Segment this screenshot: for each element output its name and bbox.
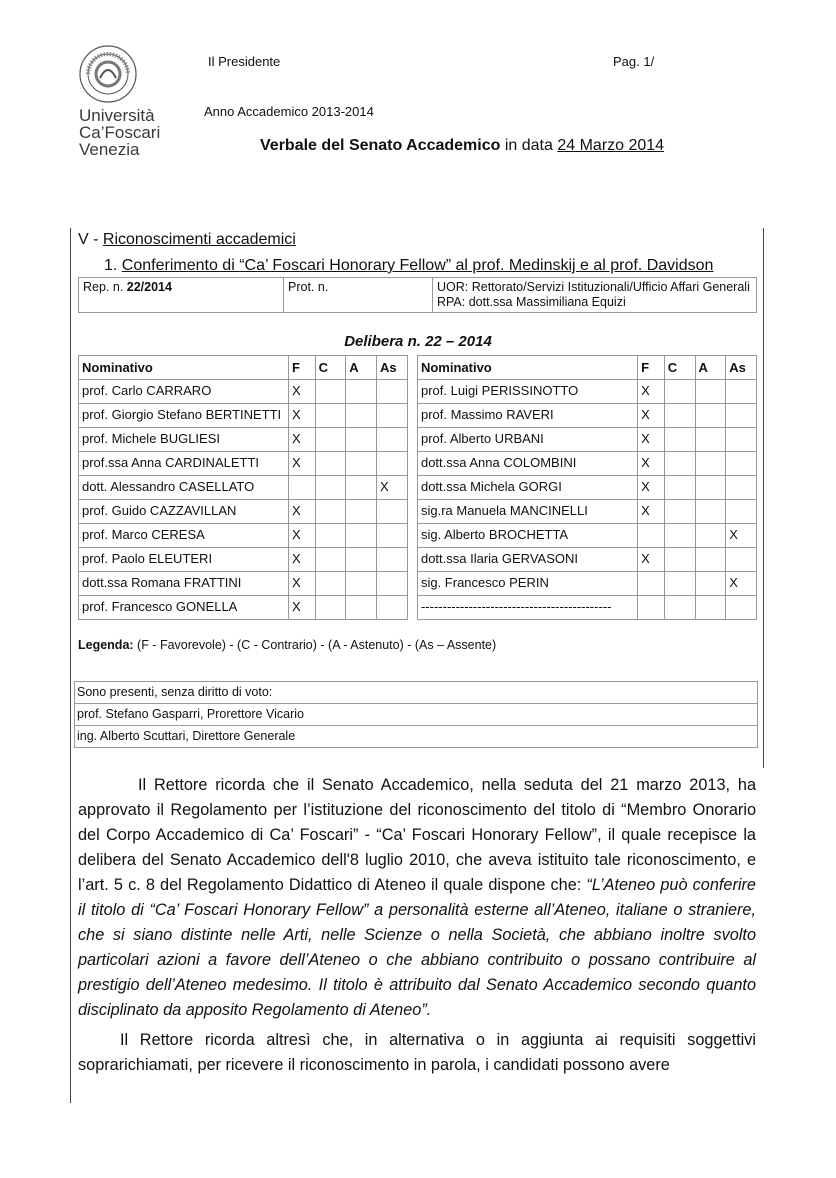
vote-as	[726, 452, 757, 476]
column-gap	[407, 548, 417, 572]
left-margin-line	[70, 228, 71, 1103]
table-row	[79, 380, 757, 404]
delibera-title: Delibera n. 22 – 2014	[344, 333, 492, 350]
vote-as	[726, 596, 757, 620]
logo-line-2: Ca’Foscari	[79, 123, 161, 142]
member-name: sig. Francesco PERIN	[417, 572, 637, 596]
vote-a	[695, 380, 726, 404]
column-gap	[407, 596, 417, 620]
paragraph-1-text: Il Rettore ricorda che il Senato Accademico, nella seduta del 21 marzo 2013, ha approvato il Regolamento per l’istituzione del riconoscimento del titolo di “Membro Onorario del Corpo Accademico di Ca’ Foscari” - “Ca’ Foscari Honorary Fellow”, il quale recepisce la delibera del Senato Accademico dell'8 luglio 2010, che aveva istituito tale riconoscimento, e l’art. 5 c. 8 del Regolamento Didattico di Ateneo il quale dispone che:	[78, 776, 756, 894]
vote-c	[315, 404, 346, 428]
vote-f	[638, 572, 665, 596]
vote-f	[638, 596, 665, 620]
column-gap	[407, 524, 417, 548]
paragraph-2	[78, 1028, 756, 1078]
vote-c	[664, 524, 695, 548]
presenti-heading: Sono presenti, senza diritto di voto:	[75, 682, 758, 704]
header-c: C	[315, 356, 346, 380]
member-name: prof. Francesco GONELLA	[79, 596, 289, 620]
table-row	[79, 404, 757, 428]
paragraph-2-text: Il Rettore ricorda altresì che, in alternativa o in aggiunta ai requisiti soggettivi soprarichiamati, per ricevere il riconoscimento in parola, i candidati possono avere	[78, 1031, 756, 1074]
vote-a	[346, 452, 377, 476]
vote-f: X	[288, 452, 315, 476]
presenti-row: ing. Alberto Scuttari, Direttore Generale	[75, 726, 758, 748]
section-heading	[78, 231, 296, 249]
item-number: 1.	[104, 257, 122, 274]
vote-f: X	[638, 380, 665, 404]
vote-a	[695, 548, 726, 572]
section-title: Riconoscimenti accademici	[102, 231, 296, 248]
vote-as	[377, 404, 408, 428]
member-name: dott.ssa Anna COLOMBINI	[417, 452, 637, 476]
member-name: prof. Michele BUGLIESI	[79, 428, 289, 452]
presenti-row: prof. Stefano Gasparri, Prorettore Vicario	[75, 704, 758, 726]
vote-as	[377, 548, 408, 572]
vote-f: X	[288, 572, 315, 596]
vote-a	[695, 476, 726, 500]
uor-text: UOR: Rettorato/Servizi Istituzionali/Ufficio Affari Generali	[437, 280, 750, 294]
header-nominativo: Nominativo	[417, 356, 637, 380]
member-name: prof. Luigi PERISSINOTTO	[417, 380, 637, 404]
vote-as	[377, 524, 408, 548]
vote-a	[695, 428, 726, 452]
vote-as	[377, 572, 408, 596]
presenti-table	[74, 681, 758, 748]
item-heading	[104, 257, 713, 275]
vote-c	[315, 380, 346, 404]
section-prefix: V -	[78, 231, 103, 248]
vote-f: X	[288, 380, 315, 404]
vote-as	[726, 548, 757, 572]
vote-as	[726, 476, 757, 500]
vote-a	[346, 596, 377, 620]
vote-as	[377, 500, 408, 524]
header-f: F	[288, 356, 315, 380]
right-margin-line	[763, 228, 764, 768]
member-name: prof. Giorgio Stefano BERTINETTI	[79, 404, 289, 428]
paragraph-1-quote: “L’Ateneo può conferire il titolo di “Ca’ Foscari Honorary Fellow” a personalità esterne all’Ateneo, italiane o straniere, che si siano distinte nelle Arti, nelle Scienze o nella Società, che abbiano inoltre svolto particolari azioni a favore dell’Ateneo o che abbiano contribuito o possano contribuire al prestigio dell’Ateneo medesimo. Il titolo è attribuito dal Senato Accademico secondo quanto disciplinato da apposito Regolamento di Ateneo”.	[78, 876, 756, 1019]
vote-as: X	[726, 572, 757, 596]
header-as: As	[726, 356, 757, 380]
member-name: dott. Alessandro CASELLATO	[79, 476, 289, 500]
vote-as: X	[726, 524, 757, 548]
vote-f	[638, 524, 665, 548]
column-gap	[407, 356, 417, 380]
member-name: prof. Massimo RAVERI	[417, 404, 637, 428]
vote-c	[664, 596, 695, 620]
vote-as	[726, 500, 757, 524]
header-as: As	[377, 356, 408, 380]
vote-f: X	[638, 428, 665, 452]
vote-c	[664, 548, 695, 572]
header-a: A	[695, 356, 726, 380]
table-row	[79, 428, 757, 452]
table-row	[79, 452, 757, 476]
vote-c	[664, 380, 695, 404]
vote-c	[315, 428, 346, 452]
member-name: prof. Alberto URBANI	[417, 428, 637, 452]
vote-as	[726, 380, 757, 404]
vote-f: X	[638, 500, 665, 524]
member-name: dott.ssa Ilaria GERVASONI	[417, 548, 637, 572]
vote-a	[695, 500, 726, 524]
column-gap	[407, 572, 417, 596]
vote-f: X	[638, 404, 665, 428]
vote-f: X	[638, 548, 665, 572]
vote-a	[695, 524, 726, 548]
logo-line-1: Università	[79, 106, 155, 125]
legend	[78, 638, 496, 652]
column-gap	[407, 380, 417, 404]
member-name: prof.ssa Anna CARDINALETTI	[79, 452, 289, 476]
header-c: C	[664, 356, 695, 380]
vote-as	[377, 452, 408, 476]
rep-cell	[79, 278, 284, 313]
vote-c	[664, 476, 695, 500]
vote-c	[664, 452, 695, 476]
vote-as	[726, 428, 757, 452]
table-row	[79, 596, 757, 620]
vote-f: X	[288, 404, 315, 428]
uor-cell	[433, 278, 757, 313]
member-name: dott.ssa Romana FRATTINI	[79, 572, 289, 596]
vote-f: X	[638, 476, 665, 500]
vote-f: X	[288, 548, 315, 572]
table-row	[79, 500, 757, 524]
legend-label: Legenda:	[78, 638, 134, 652]
column-gap	[407, 500, 417, 524]
vote-f: X	[638, 452, 665, 476]
vote-c	[315, 596, 346, 620]
table-row	[79, 524, 757, 548]
member-name: sig.ra Manuela MANCINELLI	[417, 500, 637, 524]
column-gap	[407, 452, 417, 476]
vote-a	[346, 500, 377, 524]
vote-a	[346, 380, 377, 404]
column-gap	[407, 428, 417, 452]
title-date: 24 Marzo 2014	[557, 137, 665, 154]
table-row	[79, 548, 757, 572]
vote-a	[695, 572, 726, 596]
member-name: --------------------------------------------	[417, 596, 637, 620]
vote-c	[315, 524, 346, 548]
rep-label: Rep. n.	[83, 280, 127, 294]
prot-cell: Prot. n.	[284, 278, 433, 313]
vote-c	[664, 500, 695, 524]
vote-c	[664, 572, 695, 596]
rep-table	[78, 277, 757, 313]
vote-as: X	[377, 476, 408, 500]
rpa-text: RPA: dott.ssa Massimiliana Equizi	[437, 295, 626, 309]
academic-year: Anno Accademico 2013-2014	[204, 104, 374, 119]
vote-as	[726, 404, 757, 428]
president-label: Il Presidente	[208, 54, 281, 69]
member-name: dott.ssa Michela GORGI	[417, 476, 637, 500]
vote-f: X	[288, 428, 315, 452]
member-name: prof. Marco CERESA	[79, 524, 289, 548]
vote-a	[695, 452, 726, 476]
column-gap	[407, 476, 417, 500]
vote-f: X	[288, 524, 315, 548]
votes-header-row	[79, 356, 757, 380]
page-number: Pag. 1/	[613, 54, 655, 69]
vote-a	[346, 428, 377, 452]
vote-a	[346, 524, 377, 548]
title-mid: in data	[500, 137, 558, 154]
member-name: prof. Paolo ELEUTERI	[79, 548, 289, 572]
header-a: A	[346, 356, 377, 380]
paragraph-1	[78, 773, 756, 1023]
vote-as	[377, 380, 408, 404]
header-f: F	[638, 356, 665, 380]
document-title	[260, 137, 664, 155]
vote-c	[664, 404, 695, 428]
ca-foscari-seal-icon	[78, 44, 138, 104]
vote-c	[315, 548, 346, 572]
vote-c	[315, 476, 346, 500]
vote-f: X	[288, 596, 315, 620]
legend-text: (F - Favorevole) - (C - Contrario) - (A - Astenuto) - (As – Assente)	[133, 638, 497, 652]
member-name: sig. Alberto BROCHETTA	[417, 524, 637, 548]
vote-as	[377, 428, 408, 452]
vote-c	[315, 500, 346, 524]
vote-as	[377, 596, 408, 620]
vote-a	[346, 476, 377, 500]
vote-a	[346, 572, 377, 596]
vote-f	[288, 476, 315, 500]
vote-c	[315, 572, 346, 596]
logo-line-3: Venezia	[79, 140, 140, 159]
vote-c	[664, 428, 695, 452]
vote-a	[346, 548, 377, 572]
vote-f: X	[288, 500, 315, 524]
votes-table	[78, 355, 757, 620]
vote-a	[695, 404, 726, 428]
member-name: prof. Carlo CARRARO	[79, 380, 289, 404]
vote-c	[315, 452, 346, 476]
column-gap	[407, 404, 417, 428]
item-title: Conferimento di “Ca’ Foscari Honorary Fellow” al prof. Medinskij e al prof. Davidson	[121, 257, 714, 274]
vote-a	[346, 404, 377, 428]
rep-value: 22/2014	[126, 280, 172, 294]
table-row	[79, 572, 757, 596]
header-nominativo: Nominativo	[79, 356, 289, 380]
table-row	[79, 476, 757, 500]
title-bold: Verbale del Senato Accademico	[260, 137, 501, 154]
member-name: prof. Guido CAZZAVILLAN	[79, 500, 289, 524]
vote-a	[695, 596, 726, 620]
